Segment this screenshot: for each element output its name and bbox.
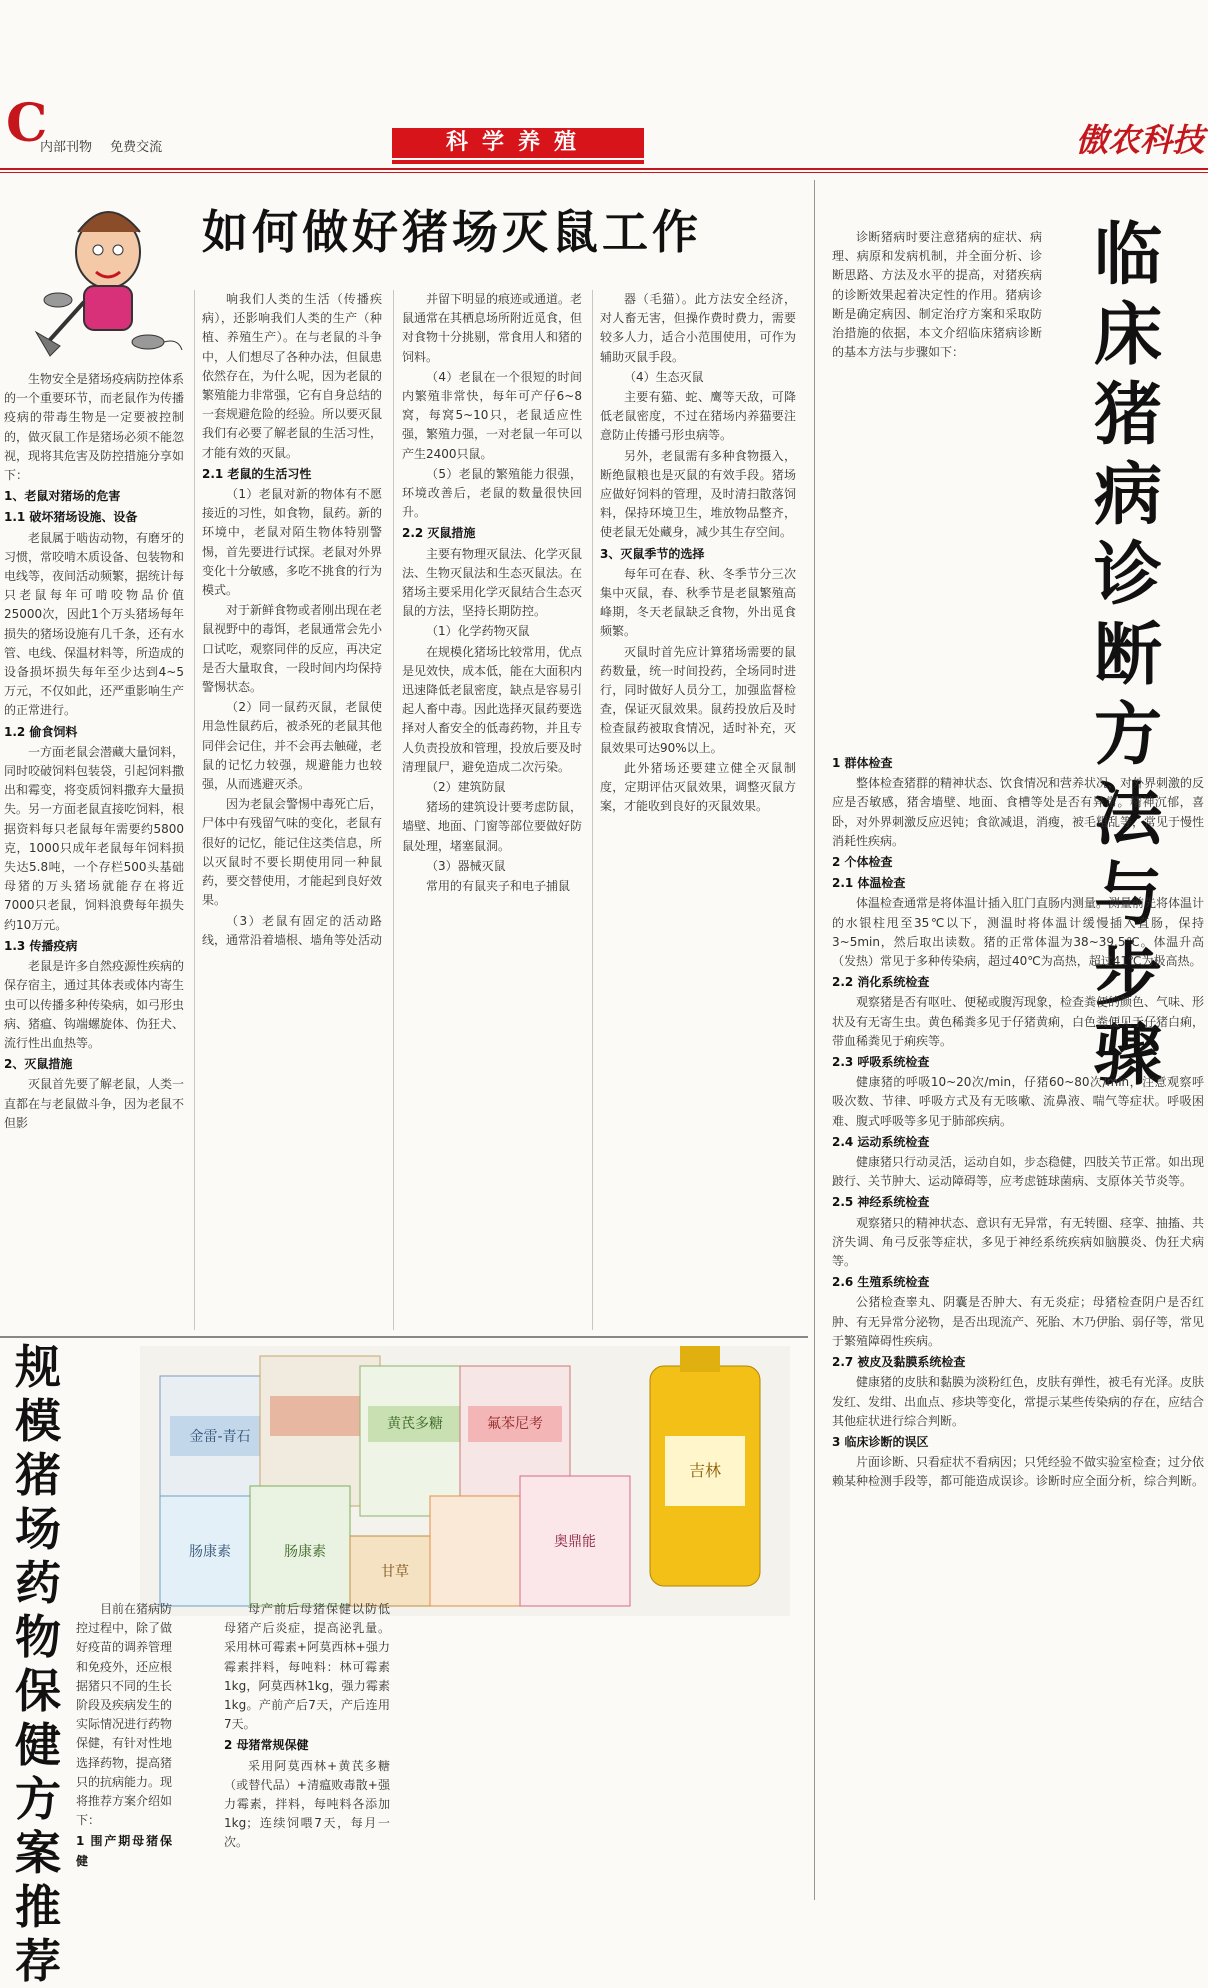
article1-column-3 <box>402 290 582 1330</box>
article2-column-2 <box>224 1600 390 1900</box>
article1-column-1 <box>4 370 184 1330</box>
body-paragraph: 健康猪的皮肤和黏膜为淡粉红色，皮肤有弹性，被毛有光泽。皮肤发红、发绀、出血点、疹块等变化，常提示某些传染病的存在，应结合其他症状进行综合判断。 <box>832 1375 1204 1428</box>
title-glyph: 模 <box>15 1394 61 1448</box>
section-heading: 2.3 呼吸系统检查 <box>832 1055 930 1070</box>
banner-underline <box>392 160 644 164</box>
column-divider <box>592 290 593 1330</box>
section-heading: 2.4 运动系统检查 <box>832 1134 930 1149</box>
body-paragraph: 响我们人类的生活（传播疾病），还影响我们人类的生产（种植、养殖生产）。在与老鼠的斗争中，人们想尽了各种办法，但鼠患依然存在，为什么呢，因为老鼠的繁殖能力非常强，它有自身总结的一套规避危险的经验。所以要灭鼠我们有必要了解老鼠的生活习性，才能有效的灭鼠。 <box>202 292 382 460</box>
body-paragraph: 片面诊断、只看症状不看病因；只凭经验不做实验室检查；过分依赖某种检测手段等，都可能造成误诊。诊断时应全面分析，综合判断。 <box>832 1455 1204 1489</box>
column-divider <box>194 290 195 1330</box>
section-heading: 1.2 偷食饲料 <box>4 724 78 739</box>
title-glyph: 临 <box>1093 216 1162 295</box>
product-label-8: 甘草 <box>381 1564 409 1580</box>
title-glyph: 场 <box>15 1502 61 1556</box>
body-paragraph: 一方面老鼠会潜藏大量饲料，同时咬破饲料包装袋，引起饲料撒出和霉变，将变质饲料撒弃大量损失。另一方面老鼠直接吃饲料，根据资料每只老鼠每年需要约5800克，1000只成年老鼠每年饲料损失达5.8吨，一个存栏500头基础母猪的万头猪场就能存在将近7000只老鼠，饲料浪费每年损失约10万元。 <box>4 744 184 932</box>
body-paragraph: 对于新鲜食物或者刚出现在老鼠视野中的毒饵，老鼠通常会先小口试吃，观察同伴的反应，再决定是否大量取食，一段时间内均保持警惕状态。 <box>202 603 382 695</box>
body-paragraph: 在规模化猪场比较常用，优点是见效快，成本低，能在大面积内迅速降低老鼠密度，缺点是容易引起人畜中毒。因此选择灭鼠药要选择对人畜安全的低毒药物，并且专人负责投放和管理，投放后要及时清理鼠尸，避免造成二次污染。 <box>402 644 582 774</box>
body-paragraph: 健康猪只行动灵活，运动自如，步态稳健，四肢关节正常。如出现跛行、关节肿大、运动障碍等，应考虑链球菌病、支原体关节炎等。 <box>832 1155 1204 1189</box>
article2-column-1 <box>76 1600 172 1900</box>
section-heading: 1 群体检查 <box>832 756 893 770</box>
body-paragraph: 母产前后母猪保健以防低母猪产后炎症，提高泌乳量。采用林可霉素+阿莫西林+强力霉素拌料，每吨料：林可霉素1kg，阿莫西林1kg，强力霉素1kg。产前产后7天，产后连用7天。 <box>224 1602 390 1732</box>
body-paragraph: 此外猪场还要建立健全灭鼠制度，定期评估灭鼠效果，调整灭鼠方案，才能收到良好的灭鼠效果。 <box>600 760 796 814</box>
title-glyph: 物 <box>15 1610 61 1664</box>
product-bag-7 <box>430 1496 530 1606</box>
page-letter: C <box>6 93 48 154</box>
title-glyph: 与 <box>1093 856 1162 935</box>
body-paragraph: 观察猪只的精神状态、意识有无异常，有无转圈、痉挛、抽搐、共济失调、角弓反张等症状，多见于神经系统疾病如脑膜炎、伪狂犬病等。 <box>832 1215 1204 1269</box>
title-glyph: 病 <box>1093 456 1162 535</box>
header-rule-thin <box>0 172 1208 173</box>
header-rule <box>0 168 1208 170</box>
body-paragraph: （5）老鼠的繁殖能力很强，环境改善后，老鼠的数量很快回升。 <box>402 466 582 520</box>
section-tags <box>40 136 176 155</box>
body-paragraph: 因为老鼠会警惕中毒死亡后，尸体中有残留气味的变化，老鼠有很好的记忆，能记住这类信息，所以灭鼠时不要长期使用同一种鼠药，要交替使用，才能起到良好效果。 <box>202 797 382 908</box>
body-paragraph: （1）化学药物灭鼠 <box>426 624 530 639</box>
section-heading: 2 母猪常规保健 <box>224 1738 309 1753</box>
body-paragraph: 灭鼠首先要了解老鼠，人类一直都在与老鼠做斗争，因为老鼠不但影 <box>4 1077 184 1130</box>
product-label-3: 肠康素 <box>189 1544 231 1560</box>
body-paragraph: 整体检查猪群的精神状态、饮食情况和营养状况，对外界刺激的反应是否敏感，猪舍墙壁、地面、食槽等处是否有异常。精神沉郁，喜卧，对外界刺激反应迟钝；食欲减退，消瘦，被毛粗乱等，常见于慢性消耗性疾病。 <box>832 776 1204 848</box>
product-label-6: 奥鼎能 <box>554 1534 596 1550</box>
article3-title <box>1054 216 1202 1095</box>
title-glyph: 保 <box>15 1664 61 1718</box>
title-glyph: 猪 <box>15 1448 61 1502</box>
article1-column-2 <box>202 290 382 1330</box>
column-divider <box>393 290 394 1330</box>
body-paragraph: 观察猪是否有呕吐、便秘或腹泻现象，检查粪便的颜色、气味、形状及有无寄生虫。黄色稀粪多见于仔猪黄痢，白色粪便见于仔猪白痢，带血稀粪见于痢疾等。 <box>832 995 1204 1048</box>
section-heading: 1.1 破坏猪场设施、设备 <box>4 510 138 525</box>
section-heading: 2 个体检查 <box>832 855 893 870</box>
article2-top-rule <box>0 1336 808 1338</box>
body-paragraph: 健康猪的呼吸10~20次/min，仔猪60~80次/min，注意观察呼吸次数、节律、呼吸方式及有无咳嗽、流鼻液、喘气等症状。呼吸困难、腹式呼吸等多见于肺部疾病。 <box>832 1075 1204 1128</box>
section-heading: 1、老鼠对猪场的危害 <box>4 489 121 504</box>
product-label-1: 金雷-青石 <box>189 1429 251 1445</box>
article3-body <box>832 752 1204 1892</box>
title-glyph: 荐 <box>15 1934 61 1988</box>
product-label-7: 黄芪多糖 <box>387 1416 443 1432</box>
section-heading: 2.6 生殖系统检查 <box>832 1275 930 1290</box>
tag-free: 免费交流 <box>110 140 163 155</box>
product-photo <box>140 1346 790 1616</box>
section-heading: 1.3 传播疫病 <box>4 938 78 953</box>
article3-intro <box>832 228 1042 696</box>
body-paragraph: 常用的有鼠夹子和电子捕鼠 <box>426 879 571 894</box>
body-paragraph: （3）器械灭鼠 <box>426 858 506 873</box>
article1-title: 如何做好猪场灭鼠工作 <box>202 205 702 259</box>
section-heading: 2.1 老鼠的生活习性 <box>202 466 312 481</box>
body-paragraph: （4）生态灭鼠 <box>624 369 704 384</box>
body-paragraph: 目前在猪病防控过程中，除了做好疫苗的调养管理和免疫外，还应根据猪只不同的生长阶段及疾病发生的实际情况进行药物保健，有针对性地选择药物，提高猪只的抗病能力。现将推荐方案介绍如下： <box>76 1602 172 1828</box>
tag-internal: 内部刊物 <box>40 140 93 155</box>
section-heading: 3 临床诊断的误区 <box>832 1434 929 1449</box>
section-banner: 科学养殖 <box>392 128 644 158</box>
product-label-5: 吉林 <box>688 1461 722 1480</box>
section-heading: 2.2 消化系统检查 <box>832 975 930 990</box>
product-label-2: 肠康素 <box>284 1544 326 1560</box>
body-paragraph: 老鼠属于啮齿动物，有磨牙的习惯，常咬啃木质设备、包装物和电线等，夜间活动频繁，据统计每只老鼠每年可啃咬物品价值25000次，因此1个万头猪场每年损失的猪场设施有几千条，还有水管、电线、保温材料等，所造成的设备损坏损失每年至少达到4~5万元，不仅如此，还严重影响生产的正常进行。 <box>4 530 184 718</box>
body-paragraph: 并留下明显的痕迹或通道。老鼠通常在其栖息场所附近觅食，但对食物十分挑剔，常食用人和猪的饲料。 <box>402 292 582 364</box>
body-paragraph: 体温检查通常是将体温计插入肛门直肠内测量。测量前先将体温计的水银柱甩至35℃以下，测温时将体温计缓慢插入直肠，保持3~5min，然后取出读数。猪的正常体温为38~39.5℃。体温升高（发热）常见于多种传染病，超过40℃为高热，超过41℃为极高热。 <box>832 896 1204 969</box>
body-paragraph: 每年可在春、秋、冬季节分三次集中灭鼠，春、秋季节是老鼠繁殖高峰期，冬天老鼠缺乏食物，外出觅食频繁。 <box>600 566 796 639</box>
body-paragraph: 猪场的建筑设计要考虑防鼠，墙壁、地面、门窗等部位要做好防鼠处理，堵塞鼠洞。 <box>402 800 582 853</box>
body-paragraph: 老鼠是许多自然疫源性疾病的保存宿主，通过其体表或体内寄生虫可以传播多种传染病，如弓形虫病、猪瘟、钩端螺旋体、伪狂犬、流行性出血热等。 <box>4 959 184 1050</box>
rat-cartoon-illustration <box>18 192 188 362</box>
section-heading: 2.7 被皮及黏膜系统检查 <box>832 1355 966 1370</box>
title-glyph: 方 <box>1093 696 1162 775</box>
body-paragraph: 主要有物理灭鼠法、化学灭鼠法、生物灭鼠法和生态灭鼠法。在猪场主要采用化学灭鼠结合生态灭鼠的方法，坚持长期防控。 <box>402 546 582 619</box>
title-glyph: 骤 <box>1093 1016 1162 1095</box>
section-heading: 3、灭鼠季节的选择 <box>600 546 705 561</box>
body-paragraph: （4）老鼠在一个很短的时间内繁殖非常快，每年可产仔6~8窝，每窝5~10只，老鼠适应性强，繁殖力强，一对老鼠一年可以产生2400只鼠。 <box>402 369 582 461</box>
body-paragraph: （3）老鼠有固定的活动路线，通常沿着墙根、墙角等处活动 <box>202 913 382 947</box>
section-heading: 2、灭鼠措施 <box>4 1057 73 1072</box>
body-paragraph: （1）老鼠对新的物体有不愿接近的习性，如食物，鼠药。新的环境中，老鼠对陌生物体特别警惕，首先要进行试探。老鼠对外界变化十分敏感，多吃不挑食的行为模式。 <box>202 487 382 598</box>
title-glyph: 规 <box>15 1340 61 1394</box>
body-paragraph: 主要有猫、蛇、鹰等天敌，可降低老鼠密度，不过在猪场内养猫要注意防止传播弓形虫病等。 <box>600 390 796 443</box>
product-label-4: 氟苯尼考 <box>487 1416 543 1432</box>
article3-intro-text: 诊断猪病时要注意猪病的症状、病理、病原和发病机制，并全面分析、诊断思路、方法及水平的提高，对猪疾病的诊断效果起着决定性的作用。猪病诊断是确定病因、制定治疗方案和采取防治措施的依据，本文介绍临床猪病诊断的基本方法与步骤如下： <box>832 230 1042 360</box>
section-heading: 2.2 灭鼠措施 <box>402 526 476 541</box>
title-glyph: 药 <box>15 1556 61 1610</box>
section-heading: 2.5 神经系统检查 <box>832 1195 930 1210</box>
section-heading: 2.1 体温检查 <box>832 876 906 891</box>
product-bag-3 <box>360 1366 470 1516</box>
body-paragraph: 器（毛猫）。此方法安全经济，对人畜无害，但操作费时费力，需要较多人力，适合小范围使用，可作为辅助灭鼠手段。 <box>600 292 796 364</box>
title-glyph: 方 <box>15 1772 61 1826</box>
body-paragraph: 采用阿莫西林+黄芪多糖（或替代品）+清瘟败毒散+强力霉素，拌料，每吨料各添加1kg；连续饲喂7天，每月一次。 <box>224 1758 390 1850</box>
body-paragraph: 另外，老鼠需有多种食物摄入，断绝鼠粮也是灭鼠的有效手段。猪场应做好饲料的管理，及时清扫散落饲料，保持环境卫生，堆放物品整齐，使老鼠无处藏身，减少其生存空间。 <box>600 448 796 540</box>
title-glyph: 猪 <box>1093 376 1162 455</box>
title-glyph: 推 <box>15 1880 61 1934</box>
article2-title <box>10 1340 66 1988</box>
title-glyph: 步 <box>1093 936 1162 1015</box>
body-paragraph: 公猪检查睾丸、阴囊是否肿大、有无炎症；母猪检查阴户是否红肿、有无异常分泌物，是否出现流产、死胎、木乃伊胎、弱仔等，常见于繁殖障碍性疾病。 <box>832 1295 1204 1348</box>
title-glyph: 诊 <box>1093 536 1162 615</box>
title-glyph: 法 <box>1093 776 1162 855</box>
section-heading: 1 围产期母猪保健 <box>76 1834 172 1868</box>
body-paragraph: 灭鼠时首先应计算猪场需要的鼠药数量，统一时间投药，全场同时进行，同时做好人员分工，加强监督检查，保证灭鼠效果。鼠药投放后及时检查鼠药被取食情况，适时补充，灭鼠效果可达90%以上。 <box>600 644 796 755</box>
body-paragraph: 生物安全是猪场疫病防控体系的一个重要环节，而老鼠作为传播疫病的带毒生物是一定要被控制的，做灭鼠工作是猪场必须不能忽视，现将其危害及防控措施分享如下： <box>4 372 184 483</box>
brand-logo: 傲农科技 <box>1075 121 1204 159</box>
article-divider <box>814 180 815 1900</box>
title-glyph: 健 <box>15 1718 61 1772</box>
title-glyph: 床 <box>1093 296 1162 375</box>
title-glyph: 案 <box>15 1826 61 1880</box>
article1-column-4 <box>600 290 796 1330</box>
body-paragraph: （2）建筑防鼠 <box>426 780 506 795</box>
body-paragraph: （2）同一鼠药灭鼠，老鼠使用急性鼠药后，被杀死的老鼠其他同伴会记住，并不会再去触碰，老鼠的记忆力较强，规避能力也较强，从而逃避灭杀。 <box>202 700 382 792</box>
title-glyph: 断 <box>1093 616 1162 695</box>
